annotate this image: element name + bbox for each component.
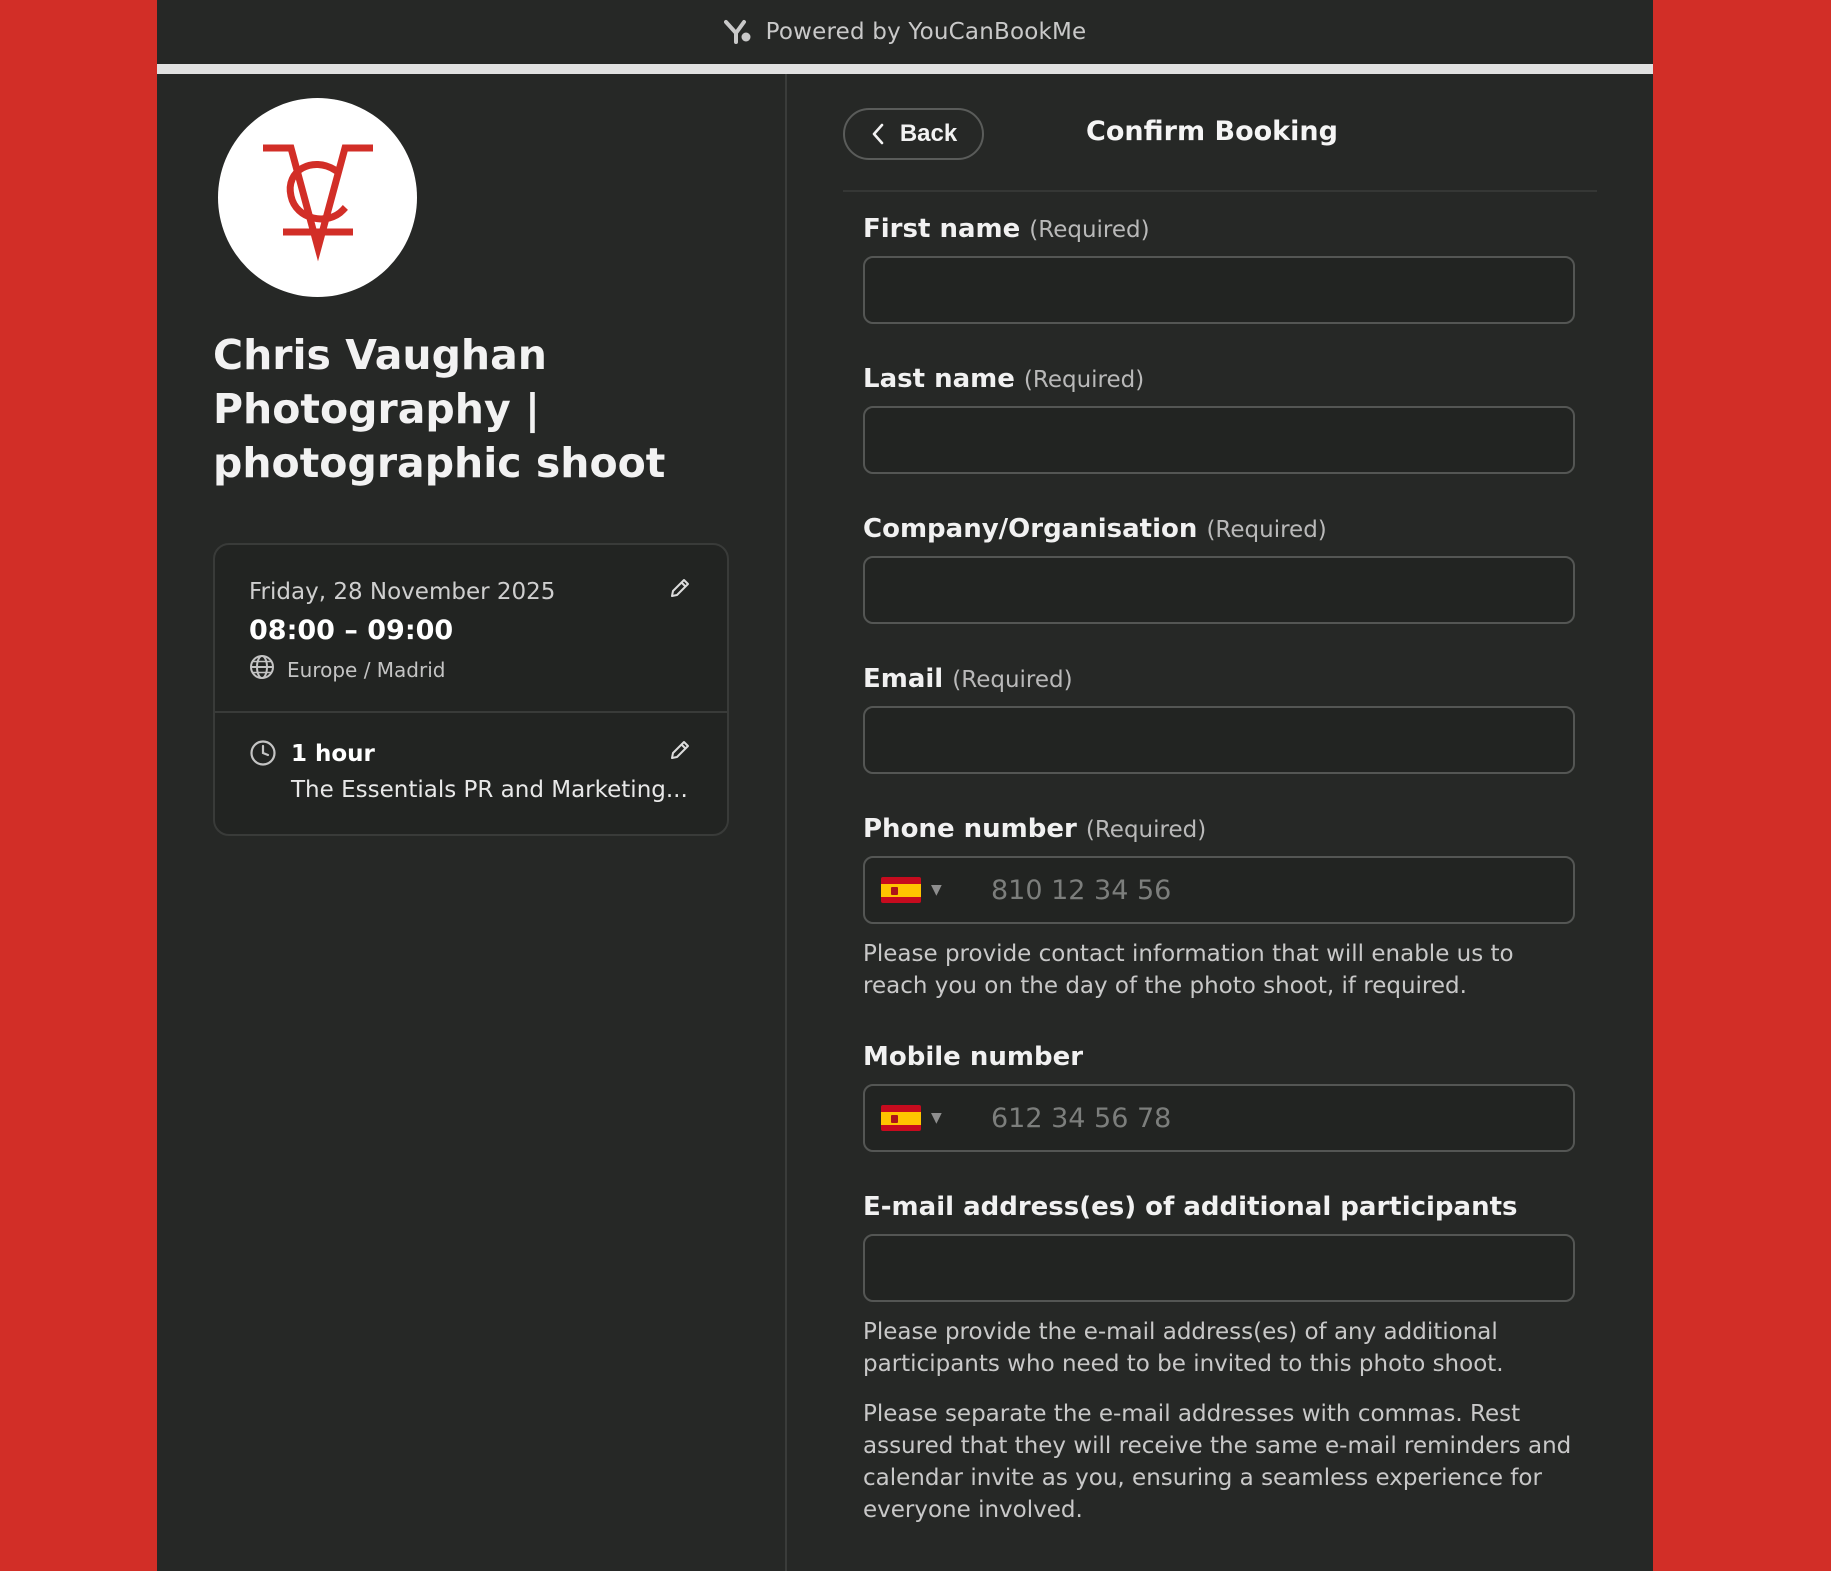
additional-emails-separator-help-text: Please separate the e-mail addresses with commas. Rest assured that they will receive the same e-mail reminders and calendar invite as you, ensuring a seamless experience for everyone involved. <box>863 1401 1572 1523</box>
booking-duration: 1 hour <box>291 741 375 767</box>
header-divider <box>843 190 1597 192</box>
page-title: Chris Vaughan Photography | photographic shoot <box>213 331 666 487</box>
company-field-group <box>863 514 1575 624</box>
last-name-label-text: Last name <box>863 364 1015 394</box>
booking-date: Friday, 28 November 2025 <box>249 579 556 605</box>
first-name-input[interactable] <box>863 256 1575 324</box>
last-name-label <box>863 364 1575 394</box>
phone-field <box>863 856 1575 924</box>
company-label <box>863 514 1575 544</box>
last-name-field-group <box>863 364 1575 474</box>
booking-page <box>157 0 1653 1571</box>
company-input[interactable] <box>863 556 1575 624</box>
pencil-icon <box>668 738 692 762</box>
mobile-input[interactable] <box>975 1085 1573 1151</box>
required-marker: (Required) <box>1023 367 1145 393</box>
additional-emails-input[interactable] <box>863 1234 1575 1302</box>
booking-form-panel <box>787 74 1653 1571</box>
caret-down-icon: ▼ <box>931 882 942 898</box>
phone-input[interactable] <box>975 857 1573 923</box>
phone-country-select[interactable] <box>865 858 975 922</box>
email-label-text: Email <box>863 664 944 694</box>
pencil-icon <box>668 576 692 600</box>
spain-flag-icon <box>881 877 921 903</box>
company-label-text: Company/Organisation <box>863 514 1198 544</box>
chevron-left-icon <box>870 122 886 146</box>
timezone-label: Europe / Madrid <box>287 657 446 682</box>
powered-by-bar[interactable] <box>157 0 1653 64</box>
back-label: Back <box>899 120 958 147</box>
youcanbookme-logo-icon <box>724 19 754 45</box>
first-name-field-group <box>863 214 1575 324</box>
edit-datetime-button[interactable] <box>667 575 693 601</box>
mobile-field-group <box>863 1042 1575 1152</box>
globe-icon <box>249 654 275 685</box>
booking-time: 08:00 – 09:00 <box>249 615 454 646</box>
booking-details-card <box>213 543 729 836</box>
required-marker: (Required) <box>1029 217 1150 243</box>
mobile-label: Mobile number <box>863 1042 1084 1072</box>
additional-emails-help-text: Please provide the e-mail address(es) of any additional participants who need to be invited to this photo shoot. <box>863 1319 1504 1377</box>
edit-duration-button[interactable] <box>667 737 693 763</box>
form-title: Confirm Booking <box>1086 116 1338 147</box>
powered-by-text: Powered by YouCanBookMe <box>765 19 1087 45</box>
phone-label <box>863 814 1575 844</box>
phone-field-group <box>863 814 1575 1002</box>
phone-help-text: Please provide contact information that will enable us to reach you on the day of the photo shoot, if required. <box>863 941 1514 999</box>
booking-summary-panel <box>157 74 787 1571</box>
email-label <box>863 664 1575 694</box>
duration-section <box>215 713 727 803</box>
required-marker: (Required) <box>1206 517 1327 543</box>
caret-down-icon: ▼ <box>931 1110 942 1126</box>
email-input[interactable] <box>863 706 1575 774</box>
mobile-field <box>863 1084 1575 1152</box>
timezone-row <box>249 654 693 685</box>
additional-emails-field-group <box>863 1192 1575 1526</box>
booking-type: The Essentials PR and Marketing... <box>291 777 688 803</box>
first-name-label <box>863 214 1575 244</box>
additional-emails-label: E-mail address(es) of additional participants <box>863 1192 1518 1222</box>
email-field-group <box>863 664 1575 774</box>
progress-bar <box>157 64 1653 74</box>
avatar <box>218 98 417 297</box>
back-button[interactable] <box>843 108 984 160</box>
clock-icon <box>249 739 277 803</box>
last-name-input[interactable] <box>863 406 1575 474</box>
cv-monogram-logo <box>243 128 393 268</box>
required-marker: (Required) <box>1085 817 1207 843</box>
booking-form <box>863 214 1575 1566</box>
datetime-section <box>215 545 727 713</box>
required-marker: (Required) <box>952 667 1073 693</box>
mobile-country-select[interactable] <box>865 1086 975 1150</box>
spain-flag-icon <box>881 1105 921 1131</box>
first-name-label-text: First name <box>863 214 1021 244</box>
phone-label-text: Phone number <box>863 814 1077 844</box>
